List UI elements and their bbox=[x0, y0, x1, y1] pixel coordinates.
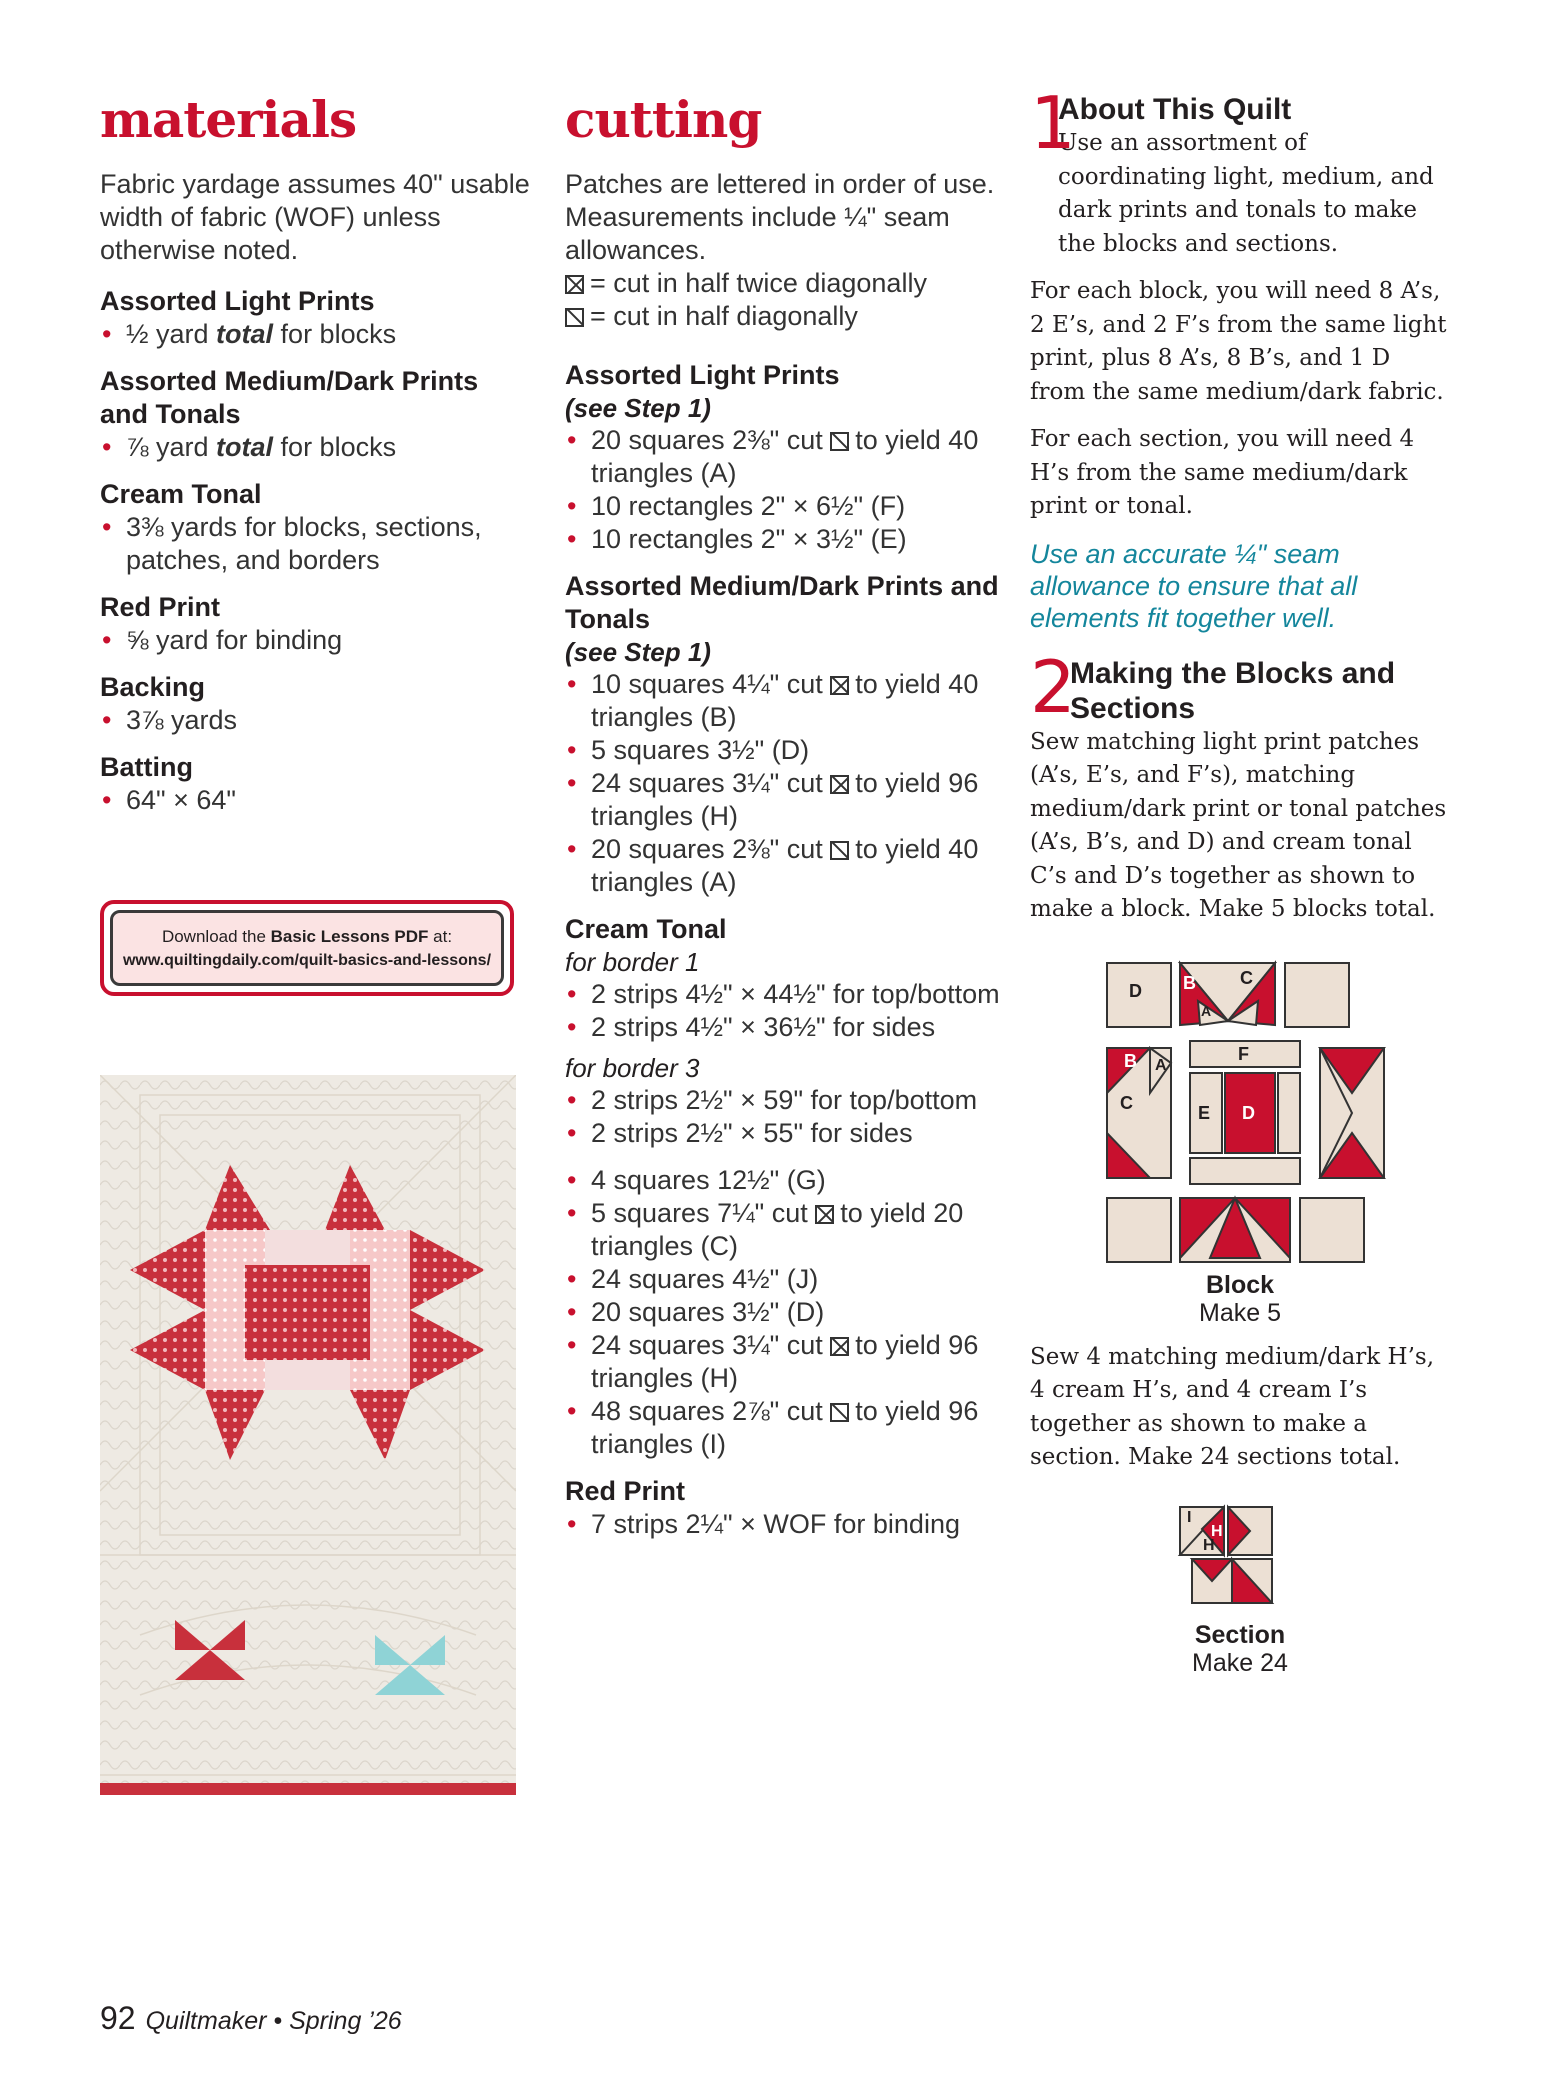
section-caption-sub: Make 24 bbox=[1192, 1648, 1288, 1677]
materials-heading-batting: Batting bbox=[100, 752, 193, 782]
magazine-issue: Quiltmaker • Spring ’26 bbox=[145, 2007, 402, 2035]
block-caption bbox=[1030, 1271, 1450, 1327]
item-text: 24 squares 3¼" cut bbox=[591, 1330, 823, 1360]
bottom-unit bbox=[1180, 1198, 1290, 1262]
cutting-item: • 20 squares 3½" (D) bbox=[565, 1296, 1015, 1329]
cutting-heading-light: Assorted Light Prints bbox=[565, 360, 840, 390]
cutting-heading-medium: Assorted Medium/Dark Prints and Tonals bbox=[565, 571, 999, 634]
materials-heading-medium: Assorted Medium/Dark Prints and Tonals bbox=[100, 366, 479, 429]
page-number: 92 bbox=[100, 2000, 136, 2036]
materials-heading-cream: Cream Tonal bbox=[100, 479, 262, 509]
materials-item: • 64" × 64" bbox=[100, 784, 530, 817]
cutting-list-medium bbox=[565, 668, 1015, 899]
cutting-item: • 2 strips 4½" × 44½" for top/bottom bbox=[565, 978, 1015, 1011]
item-text: 48 squares 2⅞" cut bbox=[591, 1396, 823, 1426]
cut-twice-icon bbox=[830, 676, 849, 695]
cut-key-once bbox=[565, 300, 1015, 333]
step-title: About This Quilt bbox=[1058, 93, 1292, 126]
download-callout-inner bbox=[110, 910, 504, 986]
download-pre: Download the bbox=[161, 927, 271, 946]
cutting-heading-red: Red Print bbox=[565, 1476, 686, 1506]
cut-key-twice bbox=[565, 267, 1015, 300]
cutting-item bbox=[565, 767, 1015, 833]
page-footer bbox=[100, 2000, 402, 2037]
materials-item: • ⅝ yard for binding bbox=[100, 624, 530, 657]
label-d: D bbox=[1242, 1102, 1255, 1123]
materials-heading-backing: Backing bbox=[100, 672, 206, 702]
cut-key-twice-text: = cut in half twice diagonally bbox=[590, 268, 927, 298]
block-diagram bbox=[1030, 953, 1450, 1327]
item-text: 20 squares 2⅜" cut bbox=[591, 834, 823, 864]
cutting-item bbox=[565, 424, 1015, 490]
download-link[interactable]: www.quiltingdaily.com/quilt-basics-and-lessons/ bbox=[122, 952, 492, 969]
materials-item: • 3⅜ yards for blocks, sections, patches, and borders bbox=[100, 511, 530, 577]
item-text: to yield 96 triangles (I) bbox=[591, 1396, 979, 1459]
download-text bbox=[113, 925, 501, 949]
cut-twice-icon bbox=[830, 775, 849, 794]
step-paragraph: For each section, you will need 4 H’s from the same medium/dark print or tonal. bbox=[1030, 426, 1415, 519]
tip-text: Use an accurate ¼" seam allowance to ensure that all elements fit together well. bbox=[1030, 538, 1358, 633]
step-paragraph: Use an assortment of coordinating light, medium, and dark prints and tonals to make the blocks and sections. bbox=[1058, 130, 1434, 257]
label-a: A bbox=[1155, 1056, 1167, 1074]
section-caption bbox=[1030, 1621, 1450, 1677]
materials-item: • 3⅞ yards bbox=[100, 704, 530, 737]
item-text: to yield 20 triangles (C) bbox=[591, 1198, 964, 1261]
block-caption-sub: Make 5 bbox=[1199, 1298, 1281, 1327]
patch-d-corner bbox=[1285, 963, 1349, 1027]
label-d: D bbox=[1129, 980, 1142, 1001]
patch-d-corner bbox=[1107, 1198, 1171, 1262]
label-i: I bbox=[1187, 1508, 1192, 1526]
cutting-item bbox=[565, 1329, 1015, 1395]
cutting-heading-cream: Cream Tonal bbox=[565, 914, 727, 944]
cutting-list-border3 bbox=[565, 1084, 1015, 1150]
step-number: 1 bbox=[1030, 81, 1076, 165]
materials-heading-red: Red Print bbox=[100, 592, 221, 622]
materials-column bbox=[100, 92, 530, 817]
materials-list bbox=[100, 285, 530, 817]
cut-once-icon bbox=[565, 308, 584, 327]
cutting-item: • 2 strips 2½" × 55" for sides bbox=[565, 1117, 1015, 1150]
step-1 bbox=[1030, 81, 1450, 261]
block-diagram-svg bbox=[1030, 953, 1450, 1283]
item-text: for blocks bbox=[273, 432, 397, 462]
materials-intro: Fabric yardage assumes 40" usable width of fabric (WOF) unless otherwise noted. bbox=[100, 169, 530, 265]
cutting-column bbox=[565, 92, 1015, 1541]
item-text: ⅞ yard bbox=[126, 432, 217, 462]
materials-title: materials bbox=[100, 90, 357, 149]
cutting-list-border1 bbox=[565, 978, 1015, 1044]
item-emphasis: total bbox=[216, 319, 274, 349]
cutting-intro: Patches are lettered in order of use. Measurements include ¼" seam allowances. bbox=[565, 169, 995, 265]
cutting-sub-light: (see Step 1) bbox=[565, 393, 711, 423]
cutting-item: • 2 strips 2½" × 59" for top/bottom bbox=[565, 1084, 1015, 1117]
cut-once-icon bbox=[830, 432, 849, 451]
download-callout bbox=[100, 900, 514, 996]
cutting-item: • 10 rectangles 2" × 3½" (E) bbox=[565, 523, 1015, 556]
step-title: Making the Blocks and Sections bbox=[1070, 656, 1396, 725]
materials-item bbox=[100, 318, 530, 351]
section-caption-title: Section bbox=[1194, 1620, 1286, 1649]
cutting-item: • 5 squares 3½" (D) bbox=[565, 734, 1015, 767]
item-text: 20 squares 2⅜" cut bbox=[591, 425, 823, 455]
item-text: to yield 40 triangles (A) bbox=[591, 425, 979, 488]
cutting-item bbox=[565, 833, 1015, 899]
item-text: to yield 40 triangles (A) bbox=[591, 834, 979, 897]
download-bold: Basic Lessons PDF bbox=[270, 927, 429, 946]
materials-heading-light: Assorted Light Prints bbox=[100, 286, 375, 316]
cutting-item bbox=[565, 1197, 1015, 1263]
step-paragraph: For each block, you will need 8 A’s, 2 E’s, and 2 F’s from the same light print, plus 8 A’s, 8 B’s, and 1 D from the same medium/dark fabric. bbox=[1030, 278, 1447, 405]
label-a: A bbox=[1201, 1002, 1212, 1019]
cutting-list-cream bbox=[565, 1164, 1015, 1461]
cut-twice-icon bbox=[565, 275, 584, 294]
binding-strip bbox=[100, 1783, 516, 1795]
label-b: B bbox=[1124, 1050, 1137, 1071]
block-caption-title: Block bbox=[1205, 1270, 1275, 1299]
item-emphasis: total bbox=[216, 432, 274, 462]
label-e: E bbox=[1198, 1102, 1211, 1123]
label-c: C bbox=[1120, 1092, 1133, 1113]
quilt-photo bbox=[100, 1075, 516, 1795]
step-paragraph: Sew 4 matching medium/dark H’s, 4 cream H’s, and 4 cream I’s together as shown to make a section. Make 24 sections total. bbox=[1030, 1343, 1435, 1470]
section-diagram bbox=[1030, 1499, 1450, 1689]
item-text: 10 squares 4¼" cut bbox=[591, 669, 823, 699]
cut-once-icon bbox=[830, 1403, 849, 1422]
cut-once-icon bbox=[830, 841, 849, 860]
cutting-item: • 10 rectangles 2" × 6½" (F) bbox=[565, 490, 1015, 523]
cutting-item bbox=[565, 668, 1015, 734]
cutting-list-light bbox=[565, 424, 1015, 556]
download-post: at: bbox=[428, 927, 453, 946]
cutting-list-red bbox=[565, 1508, 1015, 1541]
section-diagram-svg bbox=[1030, 1499, 1450, 1619]
cutting-item: • 7 strips 2¼" × WOF for binding bbox=[565, 1508, 1015, 1541]
item-text: to yield 96 triangles (H) bbox=[591, 1330, 979, 1393]
cutting-item: • 24 squares 4½" (J) bbox=[565, 1263, 1015, 1296]
cutting-item: • 2 strips 4½" × 36½" for sides bbox=[565, 1011, 1015, 1044]
cutting-title: cutting bbox=[565, 90, 762, 149]
step-number: 2 bbox=[1030, 644, 1076, 729]
cutting-item bbox=[565, 1395, 1015, 1461]
cutting-border1-label: for border 1 bbox=[565, 947, 700, 977]
cutting-item: • 4 squares 12½" (G) bbox=[565, 1164, 1015, 1197]
cut-twice-icon bbox=[815, 1205, 834, 1224]
item-text: 24 squares 3¼" cut bbox=[591, 768, 823, 798]
right-unit bbox=[1320, 1048, 1384, 1178]
item-text: ½ yard bbox=[126, 319, 217, 349]
cut-twice-icon bbox=[830, 1337, 849, 1356]
label-h: H bbox=[1211, 1522, 1223, 1540]
label-h: H bbox=[1203, 1536, 1215, 1554]
instructions-column bbox=[1030, 81, 1450, 1689]
cutting-border3-label: for border 3 bbox=[565, 1053, 700, 1083]
item-text: for blocks bbox=[273, 319, 397, 349]
item-text: 5 squares 7¼" cut bbox=[591, 1198, 808, 1228]
item-text: to yield 96 triangles (H) bbox=[591, 768, 979, 831]
cutting-sub-medium: (see Step 1) bbox=[565, 637, 711, 667]
patch-d-corner bbox=[1300, 1198, 1364, 1262]
materials-item bbox=[100, 431, 530, 464]
label-b: B bbox=[1183, 972, 1196, 993]
cut-key-once-text: = cut in half diagonally bbox=[590, 301, 858, 331]
item-text: to yield 40 triangles (B) bbox=[591, 669, 979, 732]
step-paragraph: Sew matching light print patches (A’s, E’s, and F’s), matching medium/dark print or tonal patches (A’s, B’s, and D) and cream tonal C’s and D’s together as shown to make a block. Make 5 blocks total. bbox=[1030, 728, 1447, 922]
step-2 bbox=[1030, 644, 1450, 729]
label-f: F bbox=[1238, 1043, 1249, 1064]
label-c: C bbox=[1240, 967, 1253, 988]
